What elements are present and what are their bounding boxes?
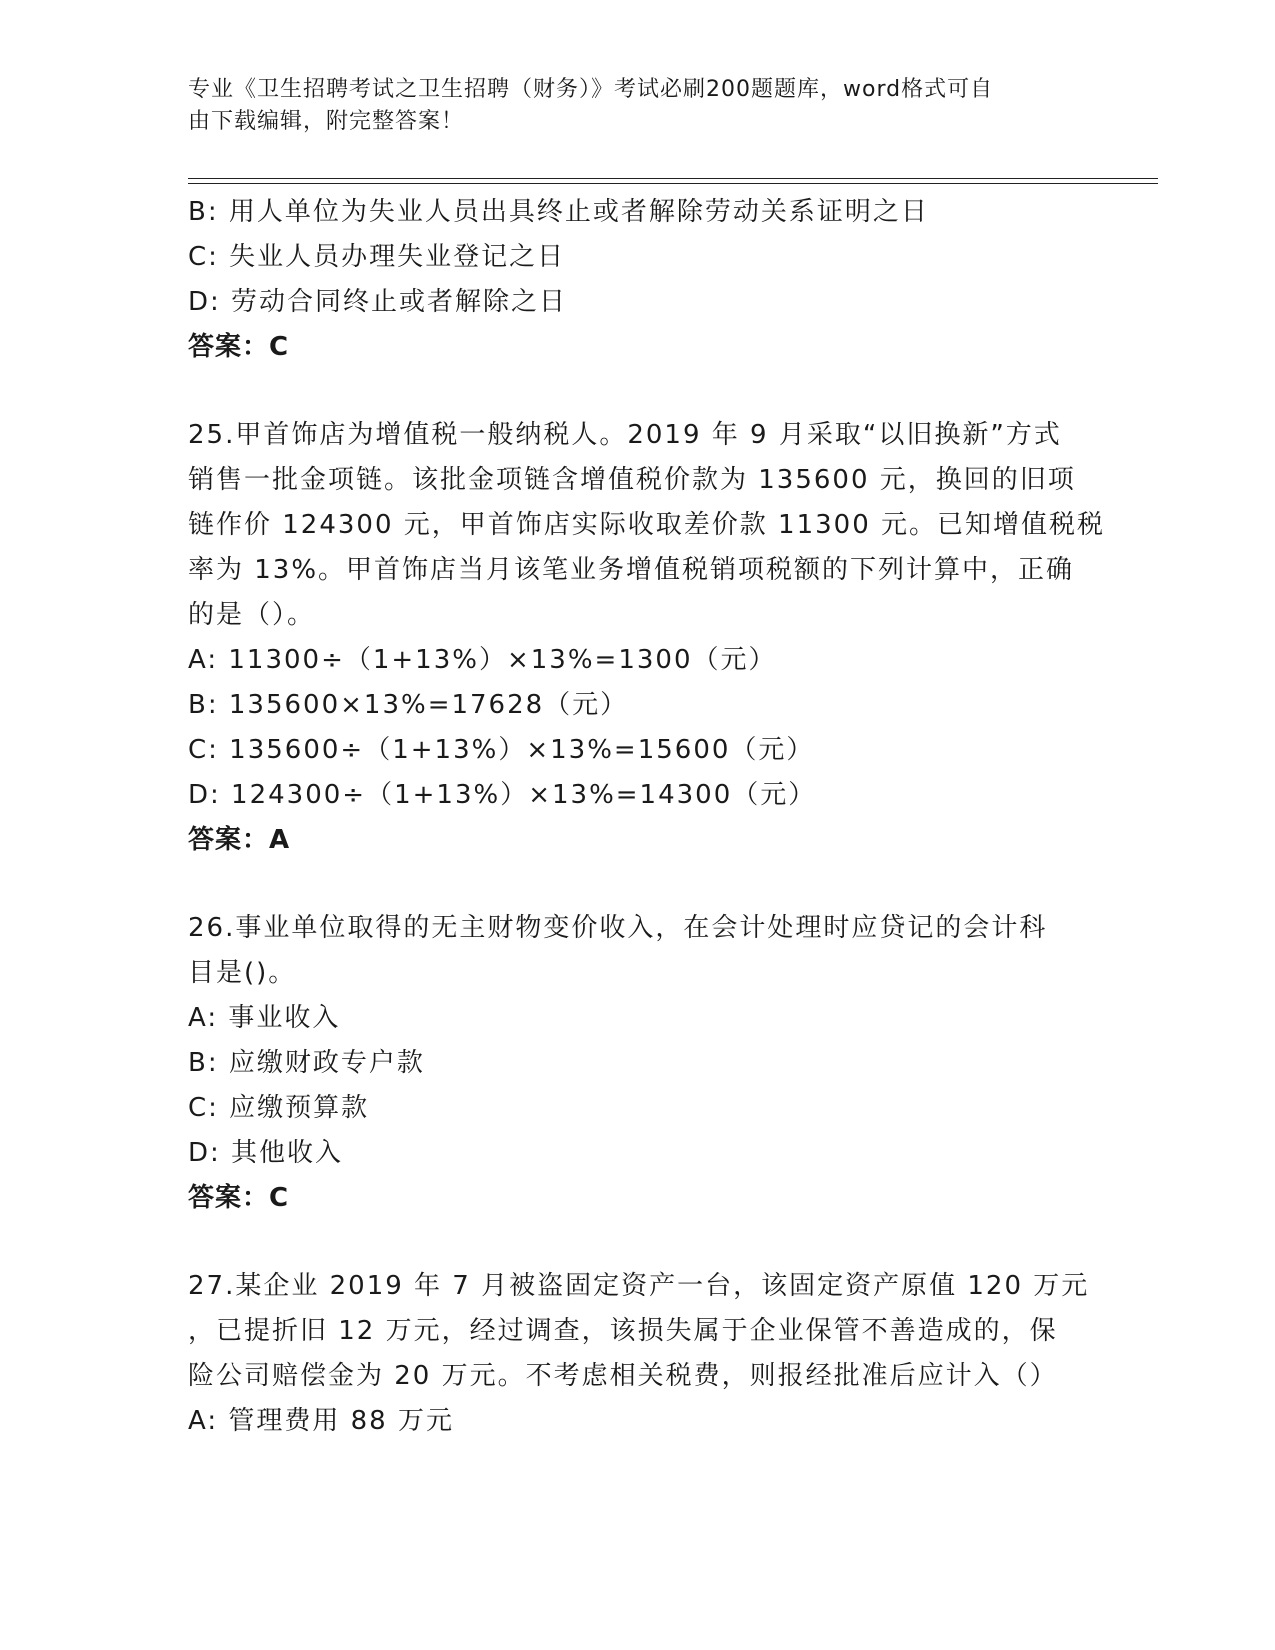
text-line: C: 应缴预算款 — [188, 1093, 370, 1123]
header-line-2: 由下载编辑，附完整答案！ — [188, 109, 465, 134]
answer-line: 答案：C — [188, 332, 290, 362]
text-line: ，已提折旧 12 万元，经过调查，该损失属于企业保管不善造成的，保 — [188, 1316, 1058, 1346]
text-line: D: 124300÷（1+13%）×13%=14300（元） — [188, 780, 817, 810]
text-line: 销售一批金项链。该批金项链含增值税价款为 135600 元，换回的旧项 — [188, 465, 1076, 495]
answer-line: 答案：A — [188, 825, 291, 855]
header-divider-top — [188, 178, 1158, 179]
text-line: C: 失业人员办理失业登记之日 — [188, 242, 566, 272]
text-line: C: 135600÷（1+13%）×13%=15600（元） — [188, 735, 815, 765]
text-line: D: 其他收入 — [188, 1138, 344, 1168]
text-line: 链作价 124300 元，甲首饰店实际收取差价款 11300 元。已知增值税税 — [188, 510, 1106, 540]
text-line: B: 135600×13%=17628（元） — [188, 690, 629, 720]
text-line: 25.甲首饰店为增值税一般纳税人。2019 年 9 月采取“以旧换新”方式 — [188, 420, 1062, 450]
text-line: 率为 13%。甲首饰店当月该笔业务增值税销项税额的下列计算中，正确 — [188, 555, 1075, 585]
header-line-1: 专业《卫生招聘考试之卫生招聘（财务）》考试必刷200题题库，word格式可自 — [188, 77, 994, 102]
text-line: 目是()。 — [188, 958, 297, 988]
page-header — [188, 74, 1088, 138]
text-line: 27.某企业 2019 年 7 月被盗固定资产一台，该固定资产原值 120 万元 — [188, 1271, 1090, 1301]
text-line: A: 11300÷（1+13%）×13%=1300（元） — [188, 645, 777, 675]
text-line: 26.事业单位取得的无主财物变价收入，在会计处理时应贷记的会计科 — [188, 913, 1048, 943]
answer-line: 答案：C — [188, 1183, 290, 1213]
text-line: D: 劳动合同终止或者解除之日 — [188, 287, 568, 317]
text-line: B: 应缴财政专户款 — [188, 1048, 425, 1078]
text-line: A: 管理费用 88 万元 — [188, 1406, 454, 1436]
text-line: A: 事业收入 — [188, 1003, 341, 1033]
text-line: 险公司赔偿金为 20 万元。不考虑相关税费，则报经批准后应计入（） — [188, 1361, 1058, 1391]
text-line: 的是（）。 — [188, 600, 316, 630]
header-divider-bottom — [188, 183, 1158, 184]
text-line: B: 用人单位为失业人员出具终止或者解除劳动关系证明之日 — [188, 197, 929, 227]
